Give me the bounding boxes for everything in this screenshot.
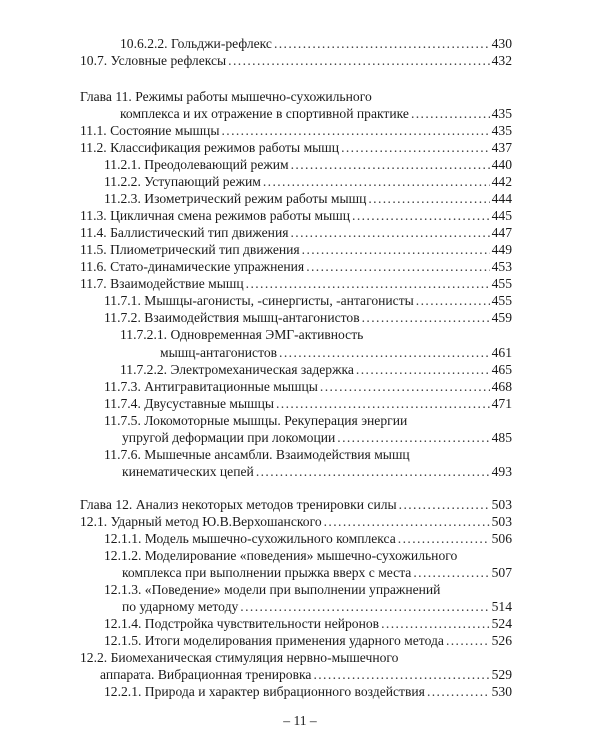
toc-entry-page: 455 [491, 293, 512, 308]
toc-entry [0, 241, 600, 258]
toc-entry-title: Глава 11. Режимы работы мышечно-сухожильного [80, 89, 372, 104]
toc-entry-title: упругой деформации при локомоции [122, 430, 336, 445]
toc-entry-title: 11.7.5. Локомоторные мышцы. Рекуперация энергии [104, 413, 408, 428]
toc-entry [0, 275, 600, 292]
leader-dots [398, 530, 490, 547]
toc-entry-title: 11.4. Баллистический тип движения [80, 225, 289, 240]
toc-entry-title: 11.7.1. Мышцы-агонисты, -синергисты, -антагонисты [104, 293, 414, 308]
toc-entry-title: 12.1.4. Подстройка чувствительности нейронов [104, 616, 380, 631]
toc-entry [0, 581, 600, 598]
toc-entry [0, 292, 600, 309]
toc-entry [0, 412, 600, 429]
toc-entry-page: 445 [491, 208, 512, 223]
leader-dots [320, 378, 490, 395]
leader-dots [352, 207, 490, 224]
toc-entry-title: Глава 12. Анализ некоторых методов тренировки силы [80, 497, 397, 512]
toc-entry-page: 471 [491, 396, 512, 411]
toc-entry [0, 649, 600, 666]
toc-entry [0, 35, 600, 52]
leader-dots [306, 258, 489, 275]
toc-entry-title: 12.1.5. Итоги моделирования применения ударного метода [104, 633, 444, 648]
toc-entry [0, 446, 600, 463]
toc-entry [0, 598, 600, 615]
leader-dots [413, 564, 489, 581]
toc-entry [0, 207, 600, 224]
toc-entry-page: 514 [491, 599, 512, 614]
toc-entry-title: комплекса и их отражение в спортивной практике [120, 106, 409, 121]
toc-entry-title: комплекса при выполнении прыжка вверх с места [122, 565, 412, 580]
toc-entry [0, 258, 600, 275]
toc-entry-title: 11.7.4. Двусуставные мышцы [104, 396, 274, 411]
leader-dots [302, 241, 490, 258]
toc-entry-title: 12.2. Биомеханическая стимуляция нервно-мышечного [80, 650, 399, 665]
toc-entry-page: 447 [491, 225, 512, 240]
toc-entry-title: мышц-антагонистов [160, 345, 278, 360]
toc-entry-page: 465 [491, 362, 512, 377]
toc-entry [0, 122, 600, 139]
toc-entry-page: 529 [491, 667, 512, 682]
toc-entry [0, 615, 600, 632]
toc-entry-title: 11.7.6. Мышечные ансамбли. Взаимодействия мышц [104, 447, 410, 462]
toc-entry [0, 309, 600, 326]
leader-dots [356, 361, 490, 378]
toc-entry [0, 564, 600, 581]
toc-entry-title: 11.2. Классификация режимов работы мышц [80, 140, 340, 155]
toc-entry [0, 496, 600, 513]
leader-dots [276, 395, 490, 412]
toc-entry-page: 526 [491, 633, 512, 648]
toc-entry-title: 11.5. Плиометрический тип движения [80, 242, 300, 257]
toc-entry-title: 12.2.1. Природа и характер вибрационного воздействия [104, 684, 425, 699]
leader-dots [274, 35, 490, 52]
toc-entry-title: 11.7.2. Взаимодействия мышц-антагонистов [104, 310, 360, 325]
leader-dots [399, 496, 490, 513]
toc-entry-page: 485 [491, 430, 512, 445]
toc-entry-title: 12.1.2. Моделирование «поведения» мышечно-сухожильного [104, 548, 458, 563]
toc-entry [0, 530, 600, 547]
toc-entry [0, 395, 600, 412]
leader-dots [411, 105, 490, 122]
leader-dots [221, 122, 489, 139]
toc-entry-page: 503 [491, 497, 512, 512]
toc-entry-title: 11.2.1. Преодолевающий режим [104, 157, 289, 172]
toc-entry [0, 88, 600, 105]
toc-entry [0, 429, 600, 446]
leader-dots [228, 52, 489, 69]
toc-entry-page: 444 [491, 191, 512, 206]
leader-dots [381, 615, 490, 632]
leader-dots [256, 463, 490, 480]
leader-dots [416, 292, 490, 309]
leader-dots [313, 666, 489, 683]
toc-entry-page: 507 [491, 565, 512, 580]
leader-dots [324, 513, 490, 530]
leader-dots [362, 309, 490, 326]
toc-entry-page: 435 [491, 123, 512, 138]
toc-entry [0, 683, 600, 700]
toc-entry-title: 11.2.3. Изометрический режим работы мышц [104, 191, 367, 206]
toc-entry-title: 10.7. Условные рефлексы [80, 53, 227, 68]
leader-dots [240, 598, 489, 615]
toc-entry [0, 463, 600, 480]
leader-dots [427, 683, 490, 700]
toc-entry-page: 430 [491, 36, 512, 51]
toc-entry-page: 530 [491, 684, 512, 699]
toc-entry-page: 461 [491, 345, 512, 360]
toc-entry-page: 459 [491, 310, 512, 325]
toc-entry [0, 632, 600, 649]
leader-dots [291, 156, 490, 173]
toc-entry [0, 361, 600, 378]
toc-entry-page: 453 [491, 259, 512, 274]
toc-entry-page: 437 [491, 140, 512, 155]
toc-entry-title: 12.1.1. Модель мышечно-сухожильного комплекса [104, 531, 396, 546]
toc-entry-page: 449 [491, 242, 512, 257]
toc-entry-page: 524 [491, 616, 512, 631]
toc-entry-title: 12.1.3. «Поведение» модели при выполнении упражнений [104, 582, 441, 597]
toc-entry-page: 435 [491, 106, 512, 121]
toc-entry-page: 468 [491, 379, 512, 394]
page-number: – 11 – [283, 713, 317, 728]
toc-entry [0, 344, 600, 361]
toc-entry-title: 11.7. Взаимодействие мышц [80, 276, 244, 291]
toc-entry-title: аппарата. Вибрационная тренировка [100, 667, 312, 682]
toc-entry [0, 139, 600, 156]
toc-entry-title: 10.6.2.2. Гольджи-рефлекс [120, 36, 272, 51]
leader-dots [337, 429, 489, 446]
toc-entry-title: кинематических цепей [122, 464, 254, 479]
toc-entry [0, 224, 600, 241]
leader-dots [263, 173, 490, 190]
toc-entry-title: 11.6. Стато-динамические упражнения [80, 259, 305, 274]
toc-entry-title: 11.3. Цикличная смена режимов работы мышц [80, 208, 351, 223]
leader-dots [279, 344, 490, 361]
toc-entry-title: 11.7.2.2. Электромеханическая задержка [120, 362, 354, 377]
leader-dots [290, 224, 489, 241]
leader-dots [246, 275, 490, 292]
toc-entry [0, 190, 600, 207]
toc-entry-title: по ударному методу [122, 599, 239, 614]
toc-entry-page: 506 [491, 531, 512, 546]
toc-entry [0, 326, 600, 343]
toc-entry [0, 105, 600, 122]
toc-entry [0, 52, 600, 69]
toc-entry-page: 503 [491, 514, 512, 529]
toc-entry [0, 513, 600, 530]
leader-dots [446, 632, 490, 649]
toc-entry-page: 442 [491, 174, 512, 189]
toc-entry [0, 378, 600, 395]
leader-dots [368, 190, 489, 207]
toc-entry [0, 173, 600, 190]
toc-entry-page: 455 [491, 276, 512, 291]
toc-entry-title: 11.7.2.1. Одновременная ЭМГ-активность [120, 327, 364, 342]
toc-entry-title: 11.7.3. Антигравитационные мышцы [104, 379, 318, 394]
toc-entry-title: 12.1. Ударный метод Ю.В.Верхошанского [80, 514, 322, 529]
toc-entry [0, 666, 600, 683]
toc-entry-page: 493 [491, 464, 512, 479]
toc-entry-page: 440 [491, 157, 512, 172]
leader-dots [341, 139, 490, 156]
toc-entry-page: 432 [491, 53, 512, 68]
toc-entry-title: 11.1. Состояние мышцы [80, 123, 220, 138]
toc-entry [0, 156, 600, 173]
toc-entry [0, 547, 600, 564]
toc-entry-title: 11.2.2. Уступающий режим [104, 174, 261, 189]
